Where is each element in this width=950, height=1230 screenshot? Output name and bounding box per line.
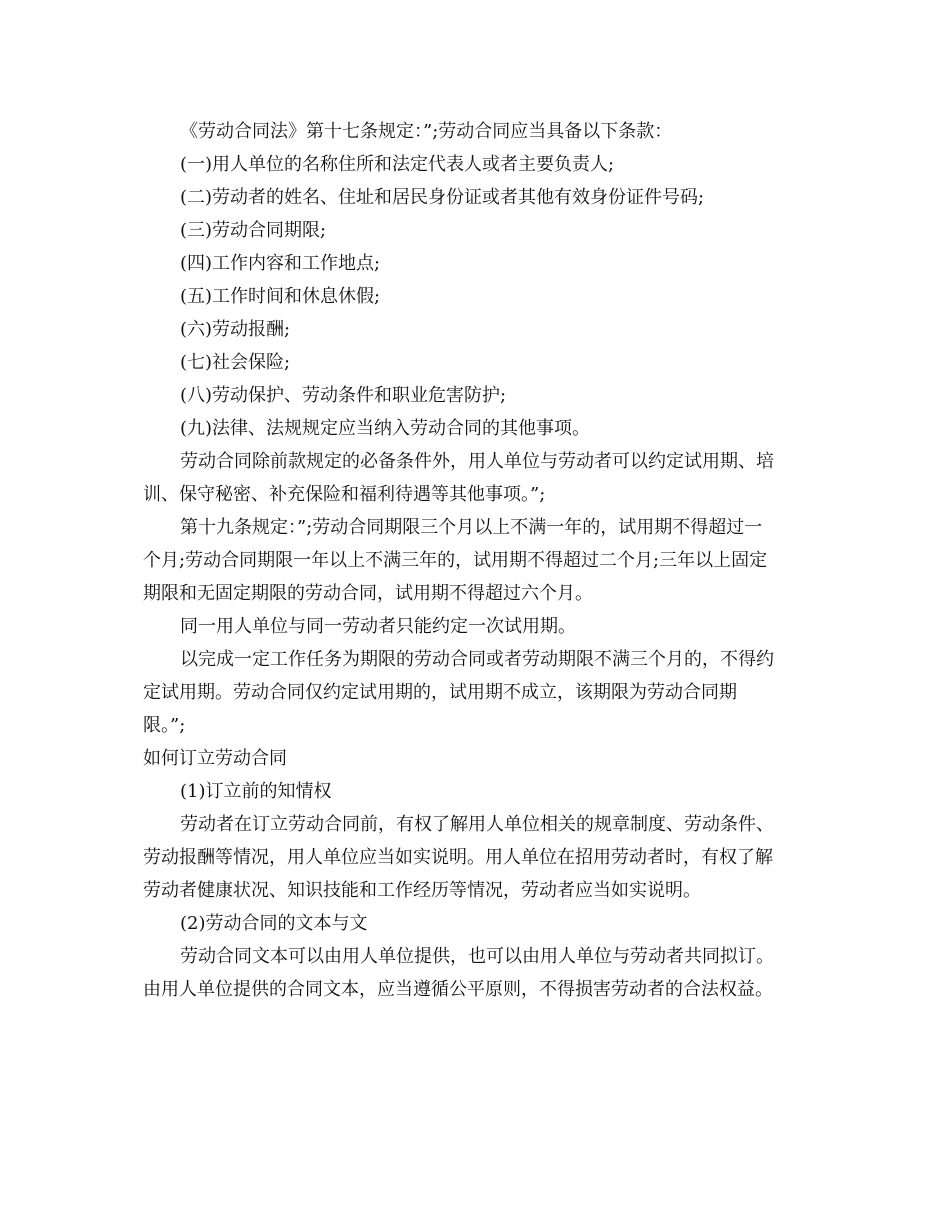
subsection-heading: (2)劳动合同的文本与文	[180, 913, 368, 934]
text-line: 劳动者在订立劳动合同前，有权了解用人单位相关的规章制度、劳动条件、	[180, 814, 774, 835]
text-line: 《劳动合同法》第十七条规定：”;劳动合同应当具备以下条款：	[180, 121, 673, 142]
text-line: 限。”;	[143, 715, 186, 736]
text-line: 以完成一定工作任务为期限的劳动合同或者劳动期限不满三个月的，不得约	[180, 649, 774, 670]
text-line: (九)法律、法规规定应当纳入劳动合同的其他事项。	[180, 418, 591, 439]
text-line: (一)用人单位的名称住所和法定代表人或者主要负责人;	[180, 154, 615, 175]
text-line: 同一用人单位与同一劳动者只能约定一次试用期。	[180, 616, 576, 637]
document-page	[143, 115, 803, 1006]
text-line: 劳动报酬等情况，用人单位应当如实说明。用人单位在招用劳动者时，有权了解	[143, 847, 773, 868]
text-line: 定试用期。劳动合同仅约定试用期的，试用期不成立，该期限为劳动合同期	[143, 682, 737, 703]
text-line: (八)劳动保护、劳动条件和职业危害防护;	[180, 385, 507, 406]
text-line: (五)工作时间和休息休假;	[180, 286, 381, 307]
text-line: 劳动者健康状况、知识技能和工作经历等情况，劳动者应当如实说明。	[143, 880, 701, 901]
section-heading: 如何订立劳动合同	[143, 748, 287, 769]
text-line: (七)社会保险;	[180, 352, 291, 373]
subsection-heading: (1)订立前的知情权	[180, 781, 332, 802]
text-line: (三)劳动合同期限;	[180, 220, 327, 241]
text-line: 训、保守秘密、补充保险和福利待遇等其他事项。”;	[143, 484, 546, 505]
text-line: 个月;劳动合同期限一年以上不满三年的，试用期不得超过二个月;三年以上固定	[143, 550, 768, 571]
text-line: 劳动合同文本可以由用人单位提供，也可以由用人单位与劳动者共同拟订。	[180, 946, 774, 967]
text-line: 第十九条规定：”;劳动合同期限三个月以上不满一年的，试用期不得超过一	[180, 517, 763, 538]
text-line: (四)工作内容和工作地点;	[180, 253, 381, 274]
text-line: 由用人单位提供的合同文本，应当遵循公平原则，不得损害劳动者的合法权益。	[143, 979, 773, 1000]
text-line: 劳动合同除前款规定的必备条件外，用人单位与劳动者可以约定试用期、培	[180, 451, 774, 472]
text-line: (二)劳动者的姓名、住址和居民身份证或者其他有效身份证件号码;	[180, 187, 705, 208]
text-line: (六)劳动报酬;	[180, 319, 291, 340]
text-line: 期限和无固定期限的劳动合同，试用期不得超过六个月。	[143, 583, 593, 604]
